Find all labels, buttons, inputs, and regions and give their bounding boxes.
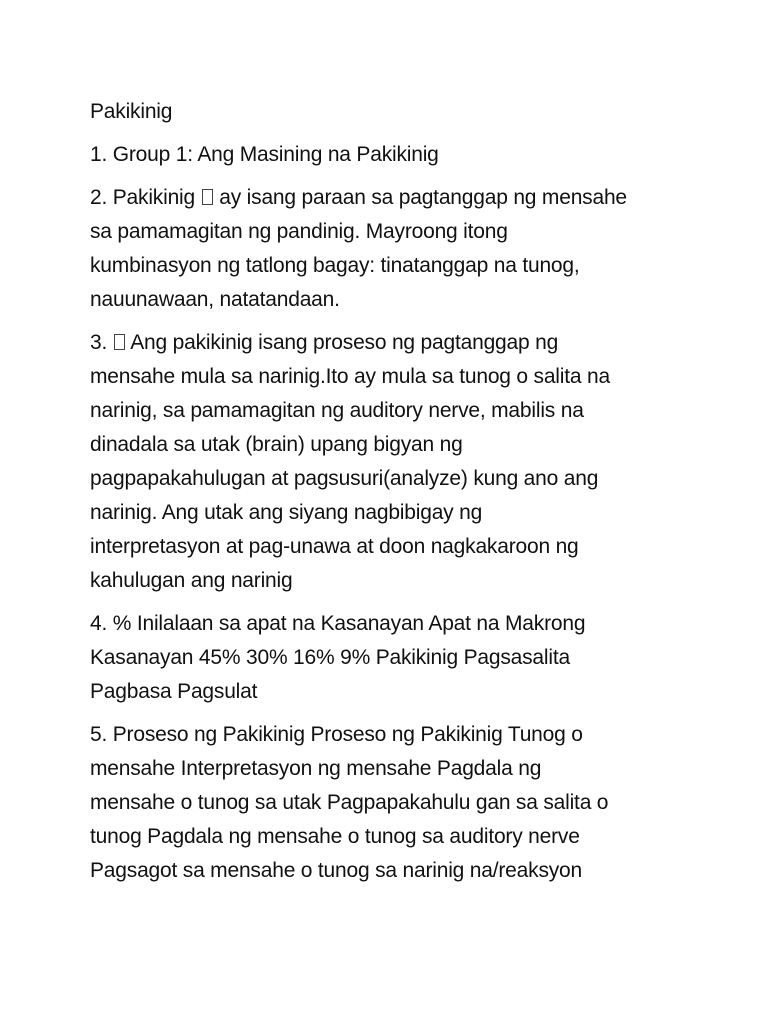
paragraph-2-line-2: sa pamamagitan ng pandinig. Mayroong itong: [90, 220, 508, 243]
paragraph-5-line-2: mensahe Interpretasyon ng mensahe Pagdala ng: [90, 757, 542, 780]
paragraph-4: [90, 607, 680, 709]
paragraph-2: [90, 181, 680, 317]
paragraph-3: [90, 326, 680, 598]
paragraph-4-line-2: Kasanayan 45% 30% 16% 9% Pakikinig Pagsasalita: [90, 646, 570, 669]
paragraph-4-line-3: Pagbasa Pagsulat: [90, 680, 258, 703]
paragraph-5-line-3: mensahe o tunog sa utak Pagpapakahulu gan sa salita o: [90, 791, 609, 814]
paragraph-3-line-6: narinig. Ang utak ang siyang nagbibigay ng: [90, 501, 483, 524]
paragraph-2-line-1-end: ay isang paraan sa pagtanggap ng mensahe: [213, 186, 627, 209]
paragraph-1-line-1: 1. Group 1: Ang Masining na Pakikinig: [90, 143, 439, 166]
paragraph-5-line-1: 5. Proseso ng Pakikinig Proseso ng Pakikinig Tunog o: [90, 723, 583, 746]
paragraph-3-line-1-start: 3.: [90, 331, 113, 354]
missing-glyph-icon: [114, 334, 125, 350]
paragraph-4-line-1: 4. % Inilalaan sa apat na Kasanayan Apat na Makrong: [90, 612, 586, 635]
missing-glyph-icon: [202, 189, 213, 205]
paragraph-2-line-4: nauunawaan, natatandaan.: [90, 288, 340, 311]
paragraph-1: [90, 138, 680, 172]
paragraph-5-line-4: tunog Pagdala ng mensahe o tunog sa auditory nerve: [90, 825, 580, 848]
paragraph-3-line-4: dinadala sa utak (brain) upang bigyan ng: [90, 433, 463, 456]
document-title-text: Pakikinig: [90, 100, 173, 123]
paragraph-3-line-2: mensahe mula sa narinig.Ito ay mula sa tunog o salita na: [90, 365, 610, 388]
paragraph-3-line-8: kahulugan ang narinig: [90, 569, 293, 592]
paragraph-2-line-1-start: 2. Pakikinig: [90, 186, 201, 209]
paragraph-5: [90, 718, 680, 888]
paragraph-3-line-1: [90, 326, 680, 360]
paragraph-3-line-7: interpretasyon at pag-unawa at doon nagkakaroon ng: [90, 535, 579, 558]
document-page: [90, 95, 680, 897]
paragraph-2-line-3: kumbinasyon ng tatlong bagay: tinatanggap na tunog,: [90, 254, 580, 277]
paragraph-2-line-1: [90, 181, 680, 215]
document-title: [90, 95, 680, 129]
paragraph-3-line-3: narinig, sa pamamagitan ng auditory nerve, mabilis na: [90, 399, 584, 422]
paragraph-3-line-5: pagpapakahulugan at pagsusuri(analyze) kung ano ang: [90, 467, 599, 490]
paragraph-5-line-5: Pagsagot sa mensahe o tunog sa narinig na/reaksyon: [90, 859, 583, 882]
paragraph-3-line-1-end: Ang pakikinig isang proseso ng pagtanggap ng: [125, 331, 559, 354]
